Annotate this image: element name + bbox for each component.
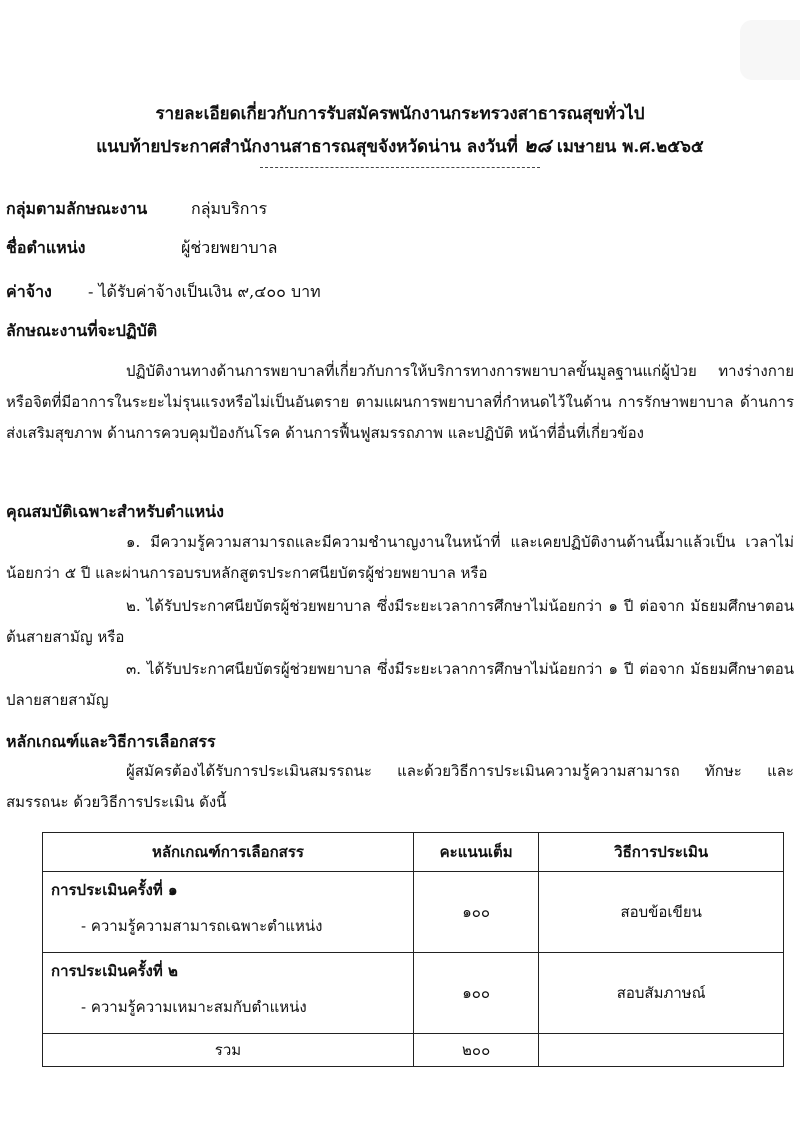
header-announcement: แนบท้ายประกาศสำนักงานสาธารณสุขจังหวัดน่าน ลงวันที่ xyxy=(96,137,518,157)
criteria-cell xyxy=(43,953,414,1034)
selection-title: หลักเกณฑ์และวิธีการเลือกสรร xyxy=(6,732,216,751)
round-item: - ความรู้ความสามารถเฉพาะตำแหน่ง xyxy=(81,917,323,935)
wage-value: - ได้รับค่าจ้างเป็นเงิน ๙,๔๐๐ บาท xyxy=(88,282,321,301)
table-row xyxy=(43,872,784,953)
qualification-item xyxy=(6,654,794,716)
job-group-label: กลุ่มตามลักษณะงาน xyxy=(6,199,148,218)
duties-paragraph xyxy=(6,356,794,449)
document-header xyxy=(0,98,800,168)
selection-criteria-table xyxy=(42,832,784,1067)
qualification-text-1: ๑. มีความรู้ความสามารถและมีความชำนาญงานในหน้าที่ และเคยปฏิบัติงานด้านนี้มาแล้วเป็น เวลาไม่น้อยกว่า ๕ ปี และผ่านการอบรบหลักสูตรประกาศนียบัตรผู้ช่วยพยาบาล หรือ xyxy=(6,533,794,582)
position-label: ชื่อตำแหน่ง xyxy=(6,238,86,257)
header-day: ๒๘ xyxy=(523,135,551,157)
total-method-empty xyxy=(539,1034,784,1067)
header-title-line: รายละเอียดเกี่ยวกับการรับสมัครพนักงานกระทรวงสาธารณสุขทั่วไป xyxy=(155,104,645,124)
header-method: วิธีการประเมิน xyxy=(539,833,784,872)
score-cell: ๑๐๐ xyxy=(413,953,538,1034)
table-total-row xyxy=(43,1034,784,1067)
selection-paragraph xyxy=(6,756,794,818)
method-cell: สอบข้อเขียน xyxy=(539,872,784,953)
job-group-field xyxy=(6,197,267,222)
header-full-score: คะแนนเต็ม xyxy=(413,833,538,872)
method-cell: สอบสัมภาษณ์ xyxy=(539,953,784,1034)
duties-title: ลักษณะงานที่จะปฏิบัติ xyxy=(6,321,158,340)
wage-label: ค่าจ้าง xyxy=(6,282,52,301)
table-row xyxy=(43,953,784,1034)
header-divider xyxy=(260,167,540,168)
position-field xyxy=(6,236,277,261)
job-group-value: กลุ่มบริการ xyxy=(191,199,268,218)
table-header-row xyxy=(43,833,784,872)
criteria-cell xyxy=(43,872,414,953)
header-criteria: หลักเกณฑ์การเลือกสรร xyxy=(43,833,414,872)
qualification-item xyxy=(6,527,794,589)
qualification-text-2: ๒. ได้รับประกาศนียบัตรผู้ช่วยพยาบาล ซึ่งมีระยะเวลาการศึกษาไม่น้อยกว่า ๑ ปี ต่อจาก มัธยมศึกษาตอนต้นสายสามัญ หรือ xyxy=(6,597,794,646)
qualification-text-3: ๓. ได้รับประกาศนียบัตรผู้ช่วยพยาบาล ซึ่งมีระยะเวลาการศึกษาไม่น้อยกว่า ๑ ปี ต่อจาก มัธยมศึกษาตอนปลายสายสามัญ xyxy=(6,660,794,709)
total-label: รวม xyxy=(43,1034,414,1067)
qualifications-title: คุณสมบัติเฉพาะสำหรับตำแหน่ง xyxy=(6,502,224,521)
duties-text: ปฏิบัติงานทางด้านการพยาบาลที่เกี่ยวกับการให้บริการทางการพยาบาลขั้นมูลฐานแก่ผู้ป่วย ทางร่างกายหรือจิตที่มีอาการในระยะไม่รุนแรงหรือไม่เป็นอันตราย ตามแผนการพยาบาลที่กำหนดไว้ในด้าน การรักษาพยาบาล ด้านการส่งเสริมสุขภาพ ด้านการควบคุมป้องกันโรค ด้านการฟื้นฟูสมรรถภาพ และปฏิบัติ หน้าที่อื่นที่เกี่ยวข้อง xyxy=(6,362,794,442)
total-score: ๒๐๐ xyxy=(413,1034,538,1067)
header-month-year: เมษายน พ.ศ.๒๕๖๕ xyxy=(556,137,704,157)
score-cell: ๑๐๐ xyxy=(413,872,538,953)
round-title: การประเมินครั้งที่ ๒ xyxy=(51,962,178,980)
round-item: - ความรู้ความเหมาะสมกับตำแหน่ง xyxy=(81,998,307,1016)
round-title: การประเมินครั้งที่ ๑ xyxy=(51,881,178,899)
position-value: ผู้ช่วยพยาบาล xyxy=(181,238,278,257)
selection-text: ผู้สมัครต้องได้รับการประเมินสมรรถนะ และด้วยวิธีการประเมินความรู้ความสามารถ ทักษะ และสมรรถนะ ด้วยวิธีการประเมิน ดังนี้ xyxy=(6,762,794,811)
header-reference-line xyxy=(0,130,800,163)
qualification-item xyxy=(6,591,794,653)
scan-artifact xyxy=(740,20,800,80)
wage-field xyxy=(6,280,321,305)
